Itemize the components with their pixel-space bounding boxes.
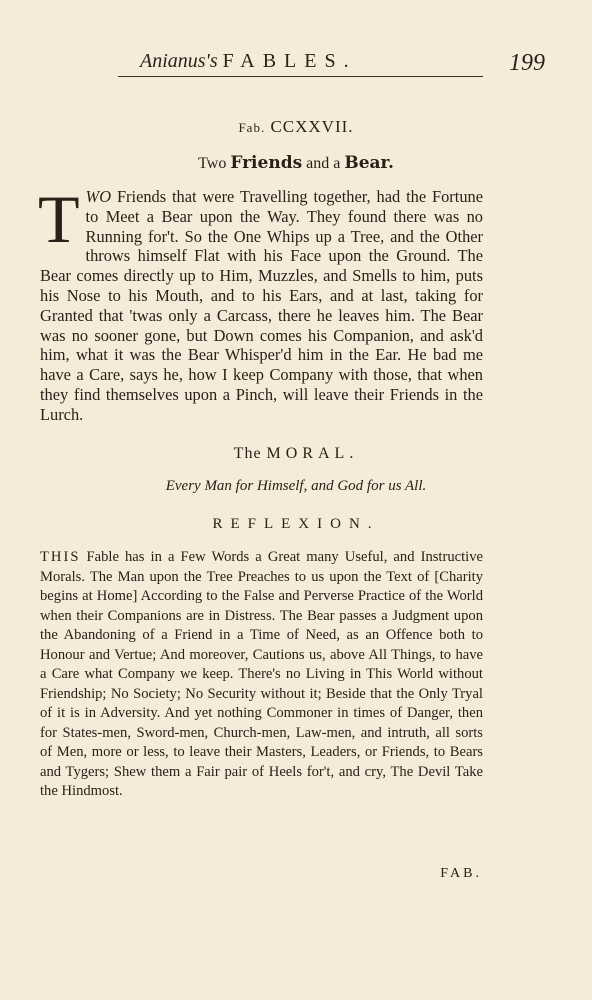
fable-body: T WO Friends that were Travelling together, had the Fortune to Meet a Bear upon the Way. They found there was no Running for't. So the One Whips up a Tree, and the Other throws himself Flat with his Face upon the Ground. The Bear comes directly up to Him, Muzzles, and Smells to him, puts his Nose to his Mouth, and to his Ears, and at last, taking for Granted that 'twas only a Carcass, there he leaves him. The Bear was no sooner gone, but Down comes his Companion, and ask'd him, what it was the Bear Whisper'd him in the Ear. He bad me have a Care, says he, how I keep Company with those, that when they find themselves upon a Pinch, will leave their Friends in the Lurch. <box>38 181 483 424</box>
reflexion-heading: REFLEXION. <box>212 516 380 532</box>
running-title: Anianus's FABLES. <box>140 50 357 72</box>
fable-number: Fab. CCXXVII. <box>238 117 354 136</box>
drop-cap: T <box>38 181 80 257</box>
fable-body-text: Friends that were Travelling together, had the Fortune to Meet a Bear upon the Way. They found there was no Running for't. So the One Whips up a Tree, and the Other throws himself Flat with his Face upon the Ground. The Bear comes directly up to Him, Muzzles, and Smells to him, puts his Nose to his Mouth, and to his Ears, and at last, taking for Granted that 'twas only a Carcass, there he leaves him. The Bear was no sooner gone, but Down comes his Companion, and ask'd him, what it was the Bear Whisper'd him in the Ear. He bad me have a Care, says he, how I keep Company with those, that when they find themselves upon a Pinch, will leave their Friends in the Lurch. <box>40 187 483 424</box>
catchword: FAB. <box>440 866 482 881</box>
reflexion-body: THIS Fable has in a Few Words a Great many Useful, and Instructive Morals. The Man upon the Tree Preaches to us upon the Text of [Charity begins at Home] According to the False and Perverse Practice of the World when their Companions are in Distress. The Bear passes a Judgment upon the Abandoning of a Friend in a Time of Need, as an Offence both to Honour and Vertue; And moreover, Cautions us, above All Things, to have a Care what Company we keep. There's no Living in This World without Friendship; No Society; No Security without it; Beside that the Only Tryal of it is in Adversity. And yet nothing Commoner in times of Danger, then for States-men, Sword-men, Church-men, Law-men, and intruth, all sorts of Men, more or less, to leave their Masters, Leaders, or Friends, to Bears and Tygers; Shew them a Fair pair of Heels for't, and cry, The Devil Take the Hindmost. <box>40 549 483 799</box>
reflexion-body-text: Fable has in a Few Words a Great many Useful, and Instructive Morals. The Man upon the Tree Preaches to us upon the Text of [Charity begins at Home] According to the False and Perverse Practice of the World when their Companions are in Distress. The Bear passes a Judgment upon the Abandoning of a Friend in a Time of Need, as an Offence both to Honour and Vertue; And moreover, Cautions us, above All Things, to have a Care what Company we keep. There's no Living in This World without Friendship; No Society; No Security without it; Beside that the Only Tryal of it is in Adversity. And yet nothing Commoner in times of Danger, then for States-men, Sword-men, Church-men, Law-men, and intruth, all sorts of Men, more or less, to leave their Masters, Leaders, or Friends, to Bears and Tygers; Shew them a Fair pair of Heels for't, and cry, The Devil Take the Hindmost. <box>40 549 483 799</box>
moral-heading: The MORAL. <box>233 445 359 462</box>
page-number: 199 <box>509 50 545 76</box>
fable-title: Two Friends and a Bear. <box>198 153 394 173</box>
running-header <box>118 50 545 77</box>
moral-text: Every Man for Himself, and God for us All. <box>165 478 427 494</box>
